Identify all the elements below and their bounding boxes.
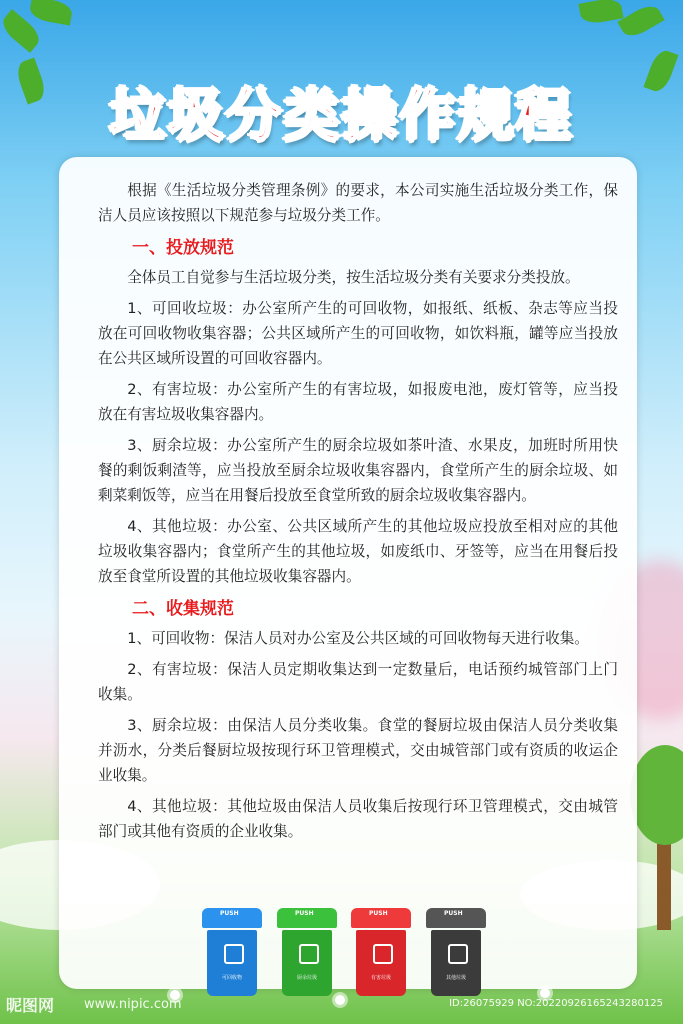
section-heading-2: 二、收集规范: [132, 599, 234, 619]
bin-lid-text: PUSH: [220, 910, 239, 917]
section2-paragraph: 3、厨余垃圾：由保洁人员分类收集。食堂的餐厨垃圾由保洁人员分类收集并沥水，分类后餐厨垃圾按现行环卫管理模式，交由城管部门或有资质的收运企业收集。: [98, 717, 618, 784]
bin-body: [282, 930, 332, 996]
bin-body: [207, 930, 257, 996]
bin-lid: [351, 908, 411, 928]
bin-lid-text: PUSH: [295, 910, 314, 917]
recycle-icon: [224, 944, 244, 964]
other-waste-icon: [448, 944, 468, 964]
section2-paragraph: 4、其他垃圾：其他垃圾由保洁人员收集后按现行环卫管理模式，交由城管部门或其他有资质的企业收集。: [98, 798, 618, 840]
section1-paragraph: 1、可回收垃圾：办公室所产生的可回收物，如报纸、纸板、杂志等应当投放在可回收物收集容器；公共区域所产生的可回收物，如饮料瓶，罐等应当投放在公共区域所设置的可回收容器内。: [98, 300, 618, 367]
flower-decoration: [540, 988, 550, 998]
food-waste-icon: [299, 944, 319, 964]
bin-lid-text: PUSH: [369, 910, 388, 917]
hazardous-bin: [353, 908, 409, 998]
bin-label: 可回收物: [221, 975, 242, 981]
section2-paragraph: 2、有害垃圾：保洁人员定期收集达到一定数量后，电话预约城管部门上门收集。: [98, 661, 618, 703]
bin-body: [356, 930, 406, 996]
watermark-id: ID:26075929 NO:20220926165243280125: [449, 998, 663, 1009]
content-body: [98, 178, 618, 850]
bin-label: 有害垃圾: [370, 975, 391, 981]
bin-label: 厨余垃圾: [296, 975, 317, 981]
intro-paragraph: 根据《生活垃圾分类管理条例》的要求，本公司实施生活垃圾分类工作，保洁人员应该按照以下规范参与垃圾分类工作。: [98, 182, 618, 224]
section1-paragraph: 4、其他垃圾：办公室、公共区域所产生的其他垃圾应投放至相对应的其他垃圾收集容器内；食堂所产生的其他垃圾，如废纸巾、牙签等，应当在用餐后投放至食堂所设置的其他垃圾收集容器内。: [98, 518, 618, 585]
watermark-url: www.nipic.com: [84, 997, 182, 1012]
section-heading-1: 一、投放规范: [132, 238, 234, 258]
watermark-logo: 昵图网: [6, 996, 55, 1015]
kitchen-waste-bin: [279, 908, 335, 998]
bin-lid: [277, 908, 337, 928]
section1-paragraph: 3、厨余垃圾：办公室所产生的厨余垃圾如茶叶渣、水果皮，加班时所用快餐的剩饭剩渣等，应当投放至厨余垃圾收集容器内，食堂所产生的厨余垃圾、如剩菜剩饭等，应当在用餐后投放至食堂所致的厨余垃圾收集容器内。: [98, 437, 618, 504]
bin-lid: [202, 908, 262, 928]
recyclable-bin: [204, 908, 260, 998]
hazard-icon: [373, 944, 393, 964]
bin-lid: [426, 908, 486, 928]
section2-paragraph: 1、可回收物：保洁人员对办公室及公共区域的可回收物每天进行收集。: [127, 630, 589, 647]
other-waste-bin: [428, 908, 484, 998]
section1-paragraph: 全体员工自觉参与生活垃圾分类，按生活垃圾分类有关要求分类投放。: [127, 269, 580, 286]
bin-label: 其他垃圾: [445, 975, 466, 981]
flower-decoration: [335, 995, 345, 1005]
section1-paragraph: 2、有害垃圾：办公室所产生的有害垃圾，如报废电池，废灯管等，应当投放在有害垃圾收集容器内。: [98, 381, 618, 423]
bin-body: [431, 930, 481, 996]
bin-lid-text: PUSH: [444, 910, 463, 917]
page-title: 垃圾分类操作规程: [109, 84, 574, 149]
